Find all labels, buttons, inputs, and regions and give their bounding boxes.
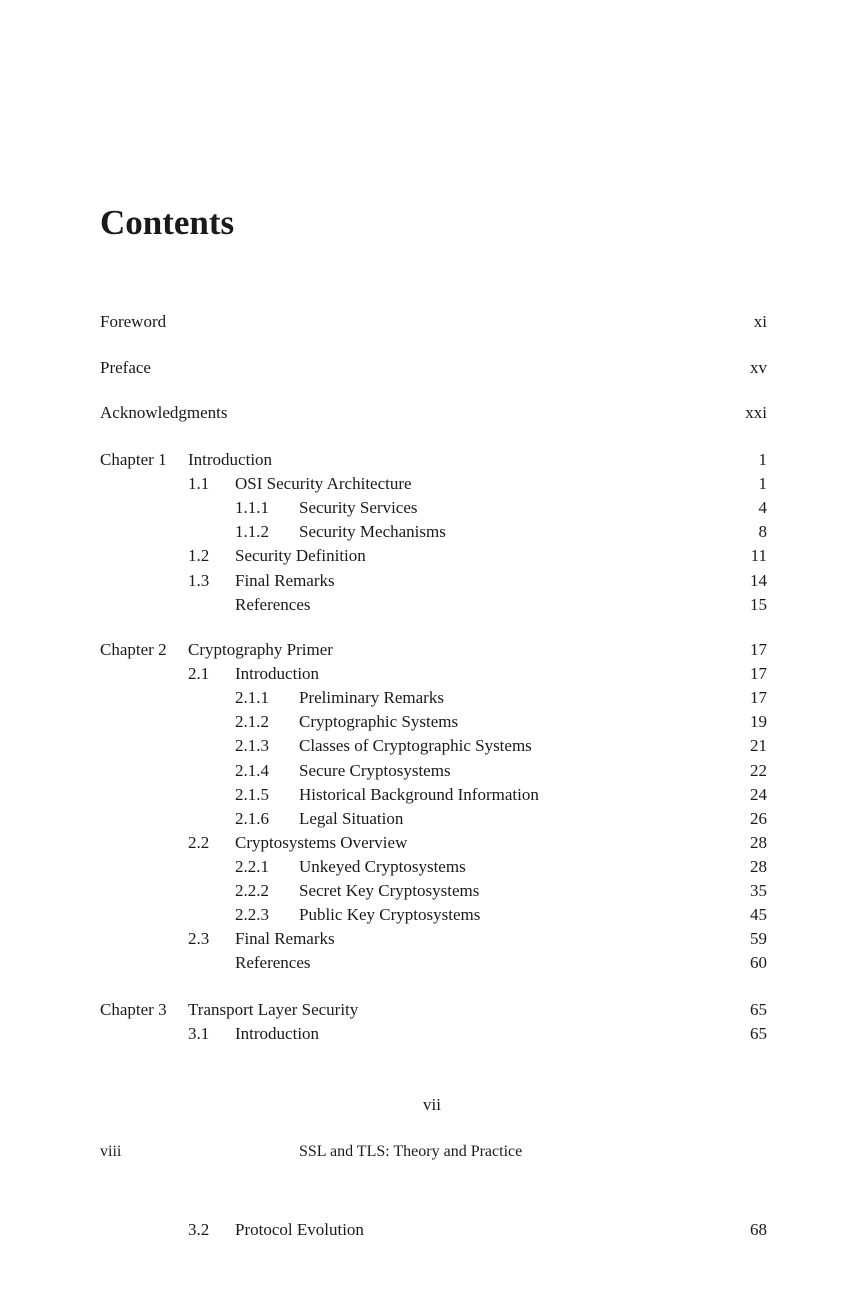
entry-page: 28 (750, 857, 767, 876)
section-title: Final Remarks (235, 929, 335, 948)
entry-page: 59 (750, 929, 767, 948)
subsection-title: Public Key Cryptosystems (299, 905, 481, 924)
toc-subsection-entry (100, 808, 767, 830)
subsection-number: 1.1.2 (235, 522, 269, 541)
toc-section-entry (100, 594, 767, 616)
toc-subsection-entry (100, 760, 767, 782)
subsection-title: Historical Background Information (299, 785, 539, 804)
section-title: References (235, 595, 311, 614)
section-title: References (235, 953, 311, 972)
subsection-title: Secret Key Cryptosystems (299, 881, 480, 900)
subsection-number: 2.1.4 (235, 761, 269, 780)
entry-page: xi (753, 312, 767, 331)
section-number: 1.1 (188, 474, 210, 493)
toc-front-matter-entry (100, 357, 767, 379)
toc-front-matter-entry (100, 402, 767, 424)
chapter-label: Chapter 1 (100, 450, 167, 469)
subsection-number: 2.2.3 (235, 905, 269, 924)
section-title: Security Definition (235, 546, 366, 565)
toc-subsection-entry (100, 784, 767, 806)
section-title: OSI Security Architecture (235, 474, 412, 493)
entry-page: 1 (758, 474, 767, 493)
subsection-title: Unkeyed Cryptosystems (299, 857, 466, 876)
entry-page: 19 (750, 712, 767, 731)
entry-title: Foreword (100, 312, 167, 331)
subsection-number: 2.1.3 (235, 736, 269, 755)
running-head-page-number: viii (100, 1143, 122, 1160)
chapter-page: 1 (758, 450, 767, 469)
entry-page: 17 (750, 664, 767, 683)
entry-page: 15 (750, 595, 767, 614)
subsection-title: Classes of Cryptographic Systems (299, 736, 532, 755)
toc-chapter-entry (100, 449, 767, 471)
subsection-title: Legal Situation (299, 809, 404, 828)
toc-subsection-entry (100, 711, 767, 733)
toc-subsection-entry (100, 687, 767, 709)
entry-page: 26 (750, 809, 767, 828)
subsection-number: 2.1.5 (235, 785, 269, 804)
entry-page: 45 (750, 905, 767, 924)
subsection-title: Security Services (299, 498, 418, 517)
subsection-number: 2.1.1 (235, 688, 269, 707)
section-number: 2.2 (188, 833, 210, 852)
toc-section-entry (100, 1023, 767, 1045)
section-title: Cryptosystems Overview (235, 833, 408, 852)
subsection-title: Security Mechanisms (299, 522, 446, 541)
entry-page: 24 (750, 785, 767, 804)
entry-page: 68 (750, 1220, 767, 1239)
entry-page: 8 (758, 522, 767, 541)
section-number: 2.1 (188, 664, 210, 683)
subsection-number: 2.1.2 (235, 712, 269, 731)
toc-section-entry (100, 545, 767, 567)
entry-page: 60 (750, 953, 767, 972)
entry-page: 11 (750, 546, 767, 565)
section-number: 3.1 (188, 1024, 210, 1043)
entry-page: 65 (750, 1024, 767, 1043)
toc-chapter-entry (100, 639, 767, 661)
toc-subsection-entry (100, 497, 767, 519)
toc-section-entry (100, 928, 767, 950)
toc-section-entry (100, 952, 767, 974)
section-title: Introduction (235, 1024, 320, 1043)
section-number: 1.2 (188, 546, 210, 565)
subsection-number: 2.2.2 (235, 881, 269, 900)
entry-page: 21 (750, 736, 767, 755)
toc-section-entry (100, 832, 767, 854)
section-number: 1.3 (188, 571, 210, 590)
toc-subsection-entry (100, 880, 767, 902)
section-title: Protocol Evolution (235, 1220, 364, 1239)
entry-page: 28 (750, 833, 767, 852)
chapter-title: Introduction (188, 450, 273, 469)
subsection-number: 2.1.6 (235, 809, 269, 828)
toc-subsection-entry (100, 521, 767, 543)
subsection-title: Secure Cryptosystems (299, 761, 451, 780)
toc-subsection-entry (100, 735, 767, 757)
page-title: Contents (100, 203, 235, 242)
folio-page-number: vii (423, 1095, 441, 1114)
toc-section-entry (100, 1219, 767, 1241)
entry-page: xv (750, 358, 767, 377)
toc-subsection-entry (100, 904, 767, 926)
chapter-label: Chapter 2 (100, 640, 167, 659)
entry-page: 17 (750, 688, 767, 707)
toc-section-entry (100, 473, 767, 495)
entry-title: Preface (100, 358, 151, 377)
chapter-page: 17 (750, 640, 767, 659)
entry-page: xxi (745, 403, 767, 422)
toc-section-entry (100, 663, 767, 685)
toc-section-entry (100, 570, 767, 592)
toc-front-matter-entry (100, 311, 767, 333)
subsection-number: 2.2.1 (235, 857, 269, 876)
subsection-number: 1.1.1 (235, 498, 269, 517)
section-number: 2.3 (188, 929, 210, 948)
entry-page: 14 (750, 571, 767, 590)
entry-page: 35 (750, 881, 767, 900)
section-number: 3.2 (188, 1220, 210, 1239)
entry-page: 22 (750, 761, 767, 780)
toc-chapter-entry (100, 999, 767, 1021)
toc-subsection-entry (100, 856, 767, 878)
entry-title: Acknowledgments (100, 403, 228, 422)
chapter-title: Transport Layer Security (188, 1000, 359, 1019)
running-head-book-title: SSL and TLS: Theory and Practice (299, 1143, 523, 1160)
chapter-label: Chapter 3 (100, 1000, 167, 1019)
entry-page: 4 (758, 498, 767, 517)
subsection-title: Cryptographic Systems (299, 712, 459, 731)
subsection-title: Preliminary Remarks (299, 688, 444, 707)
section-title: Final Remarks (235, 571, 335, 590)
chapter-page: 65 (750, 1000, 767, 1019)
chapter-title: Cryptography Primer (188, 640, 333, 659)
section-title: Introduction (235, 664, 320, 683)
